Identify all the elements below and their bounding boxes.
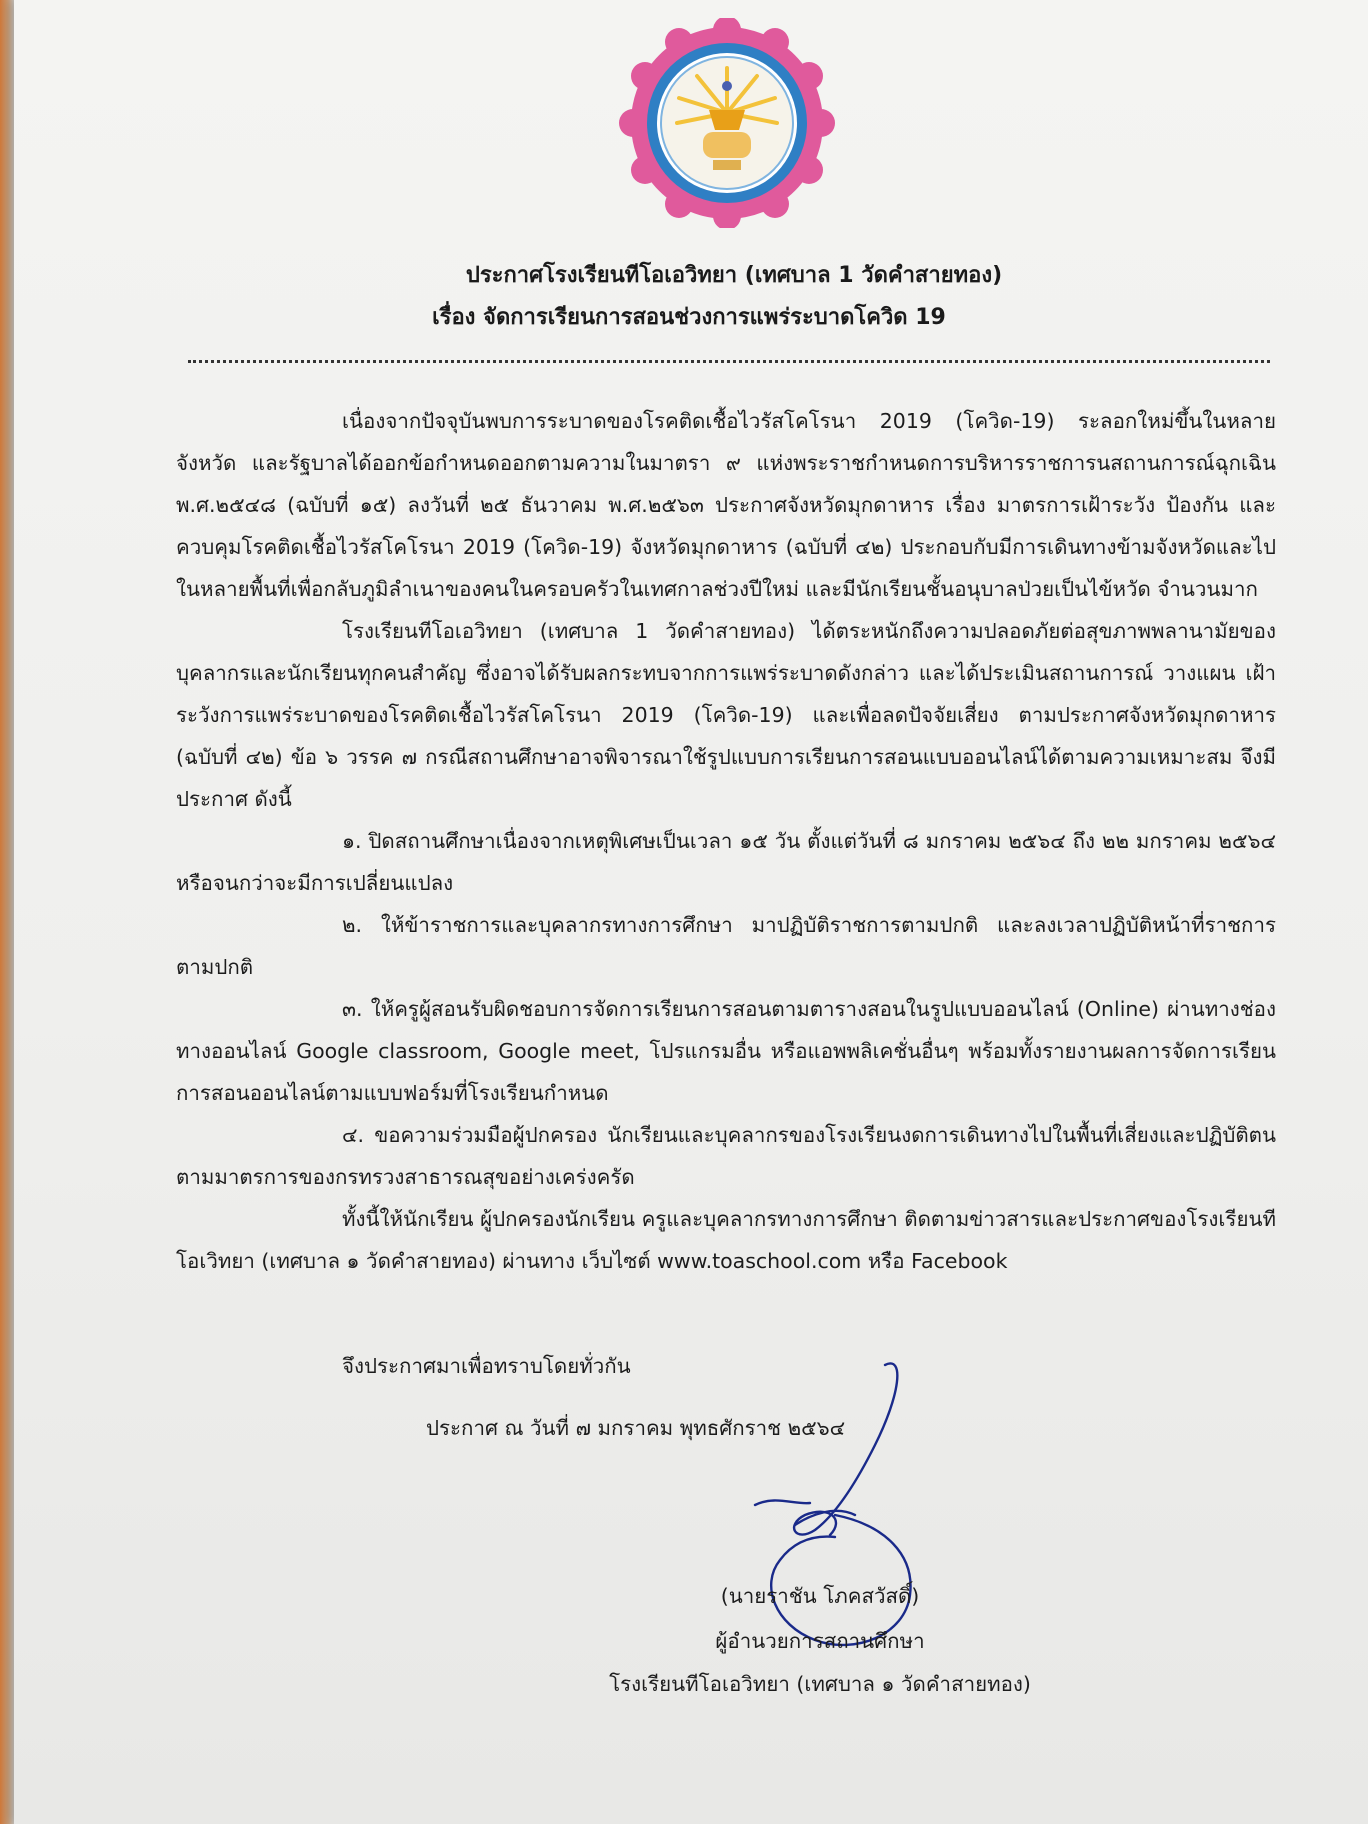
paragraph-item-3: ๓. ให้ครูผู้สอนรับผิดชอบการจัดการเรียนการสอนตามตารางสอนในรูปแบบออนไลน์ (Online) ผ่านทางช่องทางออนไลน์ Google classroom, Google meet, โปรแกรมอื่น หรือแอพพลิเคชั่นอื่นๆ พร้อมทั้งรายงานผลการจัดการเรียนการสอนออนไลน์ตามแบบฟอร์มที่โรงเรียนกำหนด bbox=[176, 997, 1276, 1105]
school-seal-icon bbox=[617, 18, 837, 228]
paragraph-background: เนื่องจากปัจจุบันพบการระบาดของโรคติดเชื้อไวรัสโคโรนา 2019 (โควิด-19) ระลอกใหม่ขึ้นในหลายจังหวัด และรัฐบาลได้ออกข้อกำหนดออกตามความในมาตรา ๙ แห่งพระราชกำหนดการบริหารราชการนสถานการณ์ฉุกเฉิน พ.ศ.๒๕๔๘ (ฉบับที่ ๑๕) ลงวันที่ ๒๕ ธันวาคม พ.ศ.๒๕๖๓ ประกาศจังหวัดมุกดาหาร เรื่อง มาตรการเฝ้าระวัง ป้องกัน และควบคุมโรคติดเชื้อไวรัสโคโรนา 2019 (โควิด-19) จังหวัดมุกดาหาร (ฉบับที่ ๔๒) ประกอบกับมีการเดินทางข้ามจังหวัดและไปในหลายพื้นที่เพื่อกลับภูมิลำเนาของคนในครอบครัวในเทศกาลช่วงปีใหม่ และมีนักเรียนชั้นอนุบาลป่วยเป็นไข้หวัด จำนวนมาก bbox=[176, 409, 1276, 601]
paragraph-announcement: โรงเรียนทีโอเอวิทยา (เทศบาล 1 วัดคำสายทอง) ได้ตระหนักถึงความปลอดภัยต่อสุขภาพพลานามัยของบุคลากรและนักเรียนทุกคนสำคัญ ซึ่งอาจได้รับผลกระทบจากการแพร่ระบาดดังกล่าว และได้ประเมินสถานการณ์ วางแผน เฝ้าระวังการแพร่ระบาดของโรคติดเชื้อไวรัสโคโรนา 2019 (โควิด-19) และเพื่อลดปัจจัยเสี่ยง ตามประกาศจังหวัดมุกดาหาร (ฉบับที่ ๔๒) ข้อ ๖ วรรค ๗ กรณีสถานศึกษาอาจพิจารณาใช้รูปแบบการเรียนการสอนแบบออนไลน์ได้ตามความเหมาะสม จึงมีประกาศ ดังนี้ bbox=[176, 619, 1276, 811]
paragraph-follow-news: ทั้งนี้ให้นักเรียน ผู้ปกครองนักเรียน ครูและบุคลากรทางการศึกษา ติดตามข่าวสารและประกาศของโรงเรียนทีโอเวิทยา (เทศบาล ๑ วัดคำสายทอง) ผ่านทาง เว็บไซต์ www.toaschool.com หรือ Facebook bbox=[176, 1207, 1276, 1273]
paragraph-item-1: ๑. ปิดสถานศึกษาเนื่องจากเหตุพิเศษเป็นเวลา ๑๕ วัน ตั้งแต่วันที่ ๘ มกราคม ๒๕๖๔ ถึง ๒๒ มกราคม ๒๕๖๔ หรือจนกว่าจะมีการเปลี่ยนแปลง bbox=[176, 829, 1276, 895]
closing-statement: จึงประกาศมาเพื่อทราบโดยทั่วกัน bbox=[342, 1354, 631, 1378]
paragraph-item-4: ๔. ขอความร่วมมือผู้ปกครอง นักเรียนและบุคลากรของโรงเรียนงดการเดินทางไปในพื้นที่เสี่ยงและปฏิบัติตนตามมาตรการของกรทรวงสาธารณสุขอย่างเคร่งครัด bbox=[176, 1123, 1276, 1189]
dotted-divider bbox=[188, 360, 1270, 363]
document-title: ประกาศโรงเรียนทีโอเอวิทยา (เทศบาล 1 วัดคำสายทอง) bbox=[465, 263, 1003, 288]
signatory-position: ผู้อำนวยการสถานศึกษา bbox=[715, 1629, 925, 1653]
signatory-name: (นายราชัน โภคสวัสดิ์) bbox=[720, 1584, 920, 1608]
paragraph-item-2: ๒. ให้ข้าราชการและบุคลากรทางการศึกษา มาปฏิบัติราชการตามปกติ และลงเวลาปฏิบัติหน้าที่ราชการตามปกติ bbox=[176, 913, 1276, 979]
document-body bbox=[176, 400, 1276, 1282]
signatory-school: โรงเรียนทีโอเอวิทยา (เทศบาล ๑ วัดคำสายทอง) bbox=[609, 1672, 1031, 1696]
document-subject: เรื่อง จัดการเรียนการสอนช่วงการแพร่ระบาดโควิด 19 bbox=[432, 305, 946, 330]
announcement-date: ประกาศ ณ วันที่ ๗ มกราคม พุทธศักราช ๒๕๖๔ bbox=[426, 1416, 846, 1440]
